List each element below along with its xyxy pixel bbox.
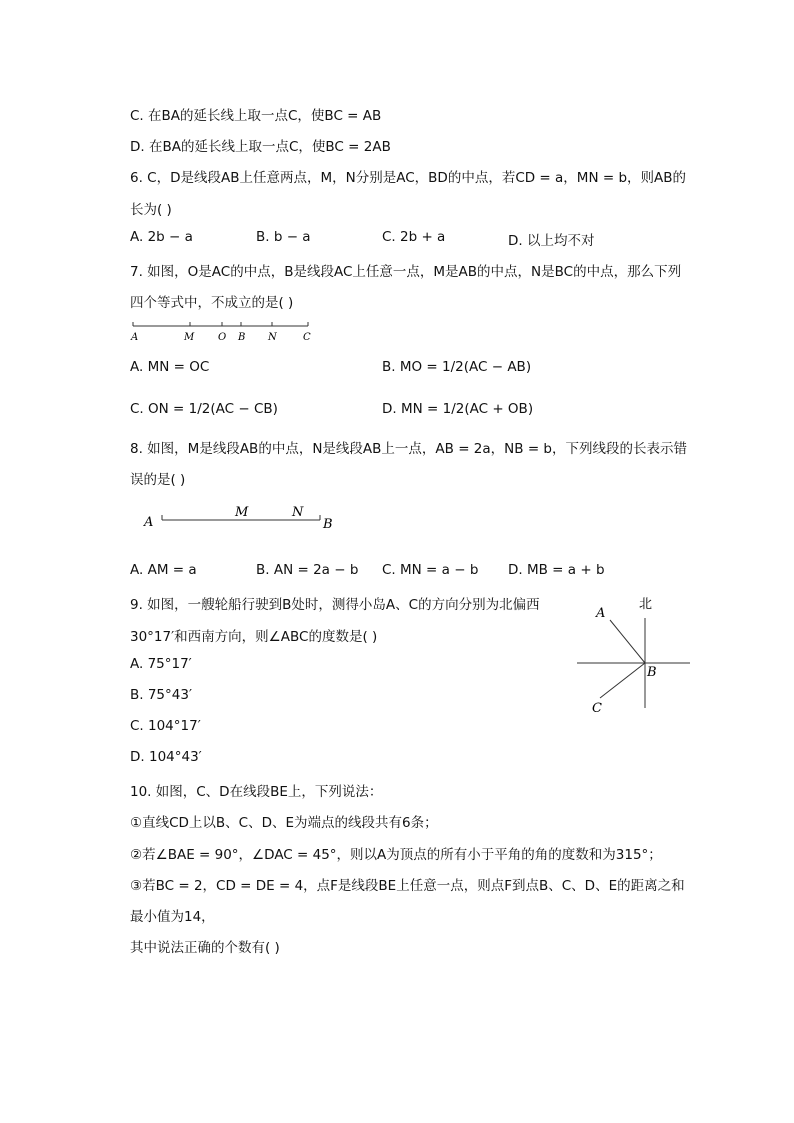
q6-option-d: D. 以上均不对	[508, 233, 595, 249]
q10-statement-1: ①直线CD上以B、C、D、E为端点的线段共有6条；	[130, 815, 438, 831]
q7-option-b: B. MO = 1/2(AC − AB)	[382, 359, 532, 375]
q8-label-n: N	[292, 505, 304, 520]
q6-option-c: C. 2b + a	[382, 229, 446, 245]
q5-option-d: D. 在BA的延长线上取一点C，使BC = 2AB	[130, 139, 391, 155]
q7-label-c: C	[303, 332, 311, 343]
q8-option-a: A. AM = a	[130, 562, 197, 578]
q7-option-c: C. ON = 1/2(AC − CB)	[130, 401, 278, 417]
q9-label-a: A	[596, 606, 606, 621]
q7-segment-figure	[128, 318, 318, 346]
q9-stem-line2: 30°17′和西南方向，则∠ABC的度数是( )	[130, 629, 378, 645]
q7-label-m: M	[184, 332, 195, 343]
q7-label-a: A	[131, 332, 139, 343]
q9-label-north: 北	[639, 597, 653, 612]
q10-statement-3-line2: 最小值为14，	[130, 909, 215, 925]
q8-label-m: M	[235, 505, 249, 520]
q8-segment-figure	[140, 502, 340, 532]
q8-stem-line1: 8. 如图，M是线段AB的中点，N是线段AB上一点，AB = 2a，NB = b，下列线段的长表示错	[130, 441, 687, 457]
q9-label-b: B	[647, 665, 657, 680]
q9-option-d: D. 104°43′	[130, 749, 202, 765]
q7-label-o: O	[218, 332, 227, 343]
q8-option-c: C. MN = a − b	[382, 562, 479, 578]
q10-statement-3-line1: ③若BC = 2，CD = DE = 4，点F是线段BE上任意一点，则点F到点B、C、D、E的距离之和	[130, 878, 685, 894]
q7-stem-line1: 7. 如图，O是AC的中点，B是线段AC上任意一点，M是AB的中点，N是BC的中点，那么下列	[130, 264, 682, 280]
q7-label-b: B	[238, 332, 246, 343]
q8-option-d: D. MB = a + b	[508, 562, 605, 578]
q8-stem-line2: 误的是( )	[130, 472, 186, 488]
q6-option-a: A. 2b − a	[130, 229, 193, 245]
q7-label-n: N	[268, 332, 277, 343]
q9-label-c: C	[592, 701, 602, 716]
q8-option-b: B. AN = 2a − b	[256, 562, 359, 578]
q6-option-b: B. b − a	[256, 229, 311, 245]
q9-stem-line1: 9. 如图，一艘轮船行驶到B处时，测得小岛A、C的方向分别为北偏西	[130, 597, 540, 613]
q9-option-c: C. 104°17′	[130, 718, 201, 734]
q9-direction-figure	[570, 590, 700, 720]
q10-stem: 10. 如图，C、D在线段BE上，下列说法：	[130, 784, 383, 800]
q10-question: 其中说法正确的个数有( )	[130, 940, 280, 956]
q6-stem-line1: 6. C，D是线段AB上任意两点，M，N分别是AC，BD的中点，若CD = a，MN = b，则AB的	[130, 170, 687, 186]
q6-stem-line2: 长为( )	[130, 202, 172, 218]
q7-stem-line2: 四个等式中，不成立的是( )	[130, 295, 294, 311]
q10-statement-2: ②若∠BAE = 90°，∠DAC = 45°，则以A为顶点的所有小于平角的角的度数和为315°；	[130, 847, 662, 863]
q7-option-a: A. MN = OC	[130, 359, 210, 375]
q5-option-c: C. 在BA的延长线上取一点C，使BC = AB	[130, 108, 382, 124]
q8-label-b: B	[323, 517, 333, 532]
q7-option-d: D. MN = 1/2(AC + OB)	[382, 401, 534, 417]
q8-label-a: A	[144, 515, 154, 530]
q9-option-b: B. 75°43′	[130, 687, 193, 703]
q9-option-a: A. 75°17′	[130, 656, 192, 672]
